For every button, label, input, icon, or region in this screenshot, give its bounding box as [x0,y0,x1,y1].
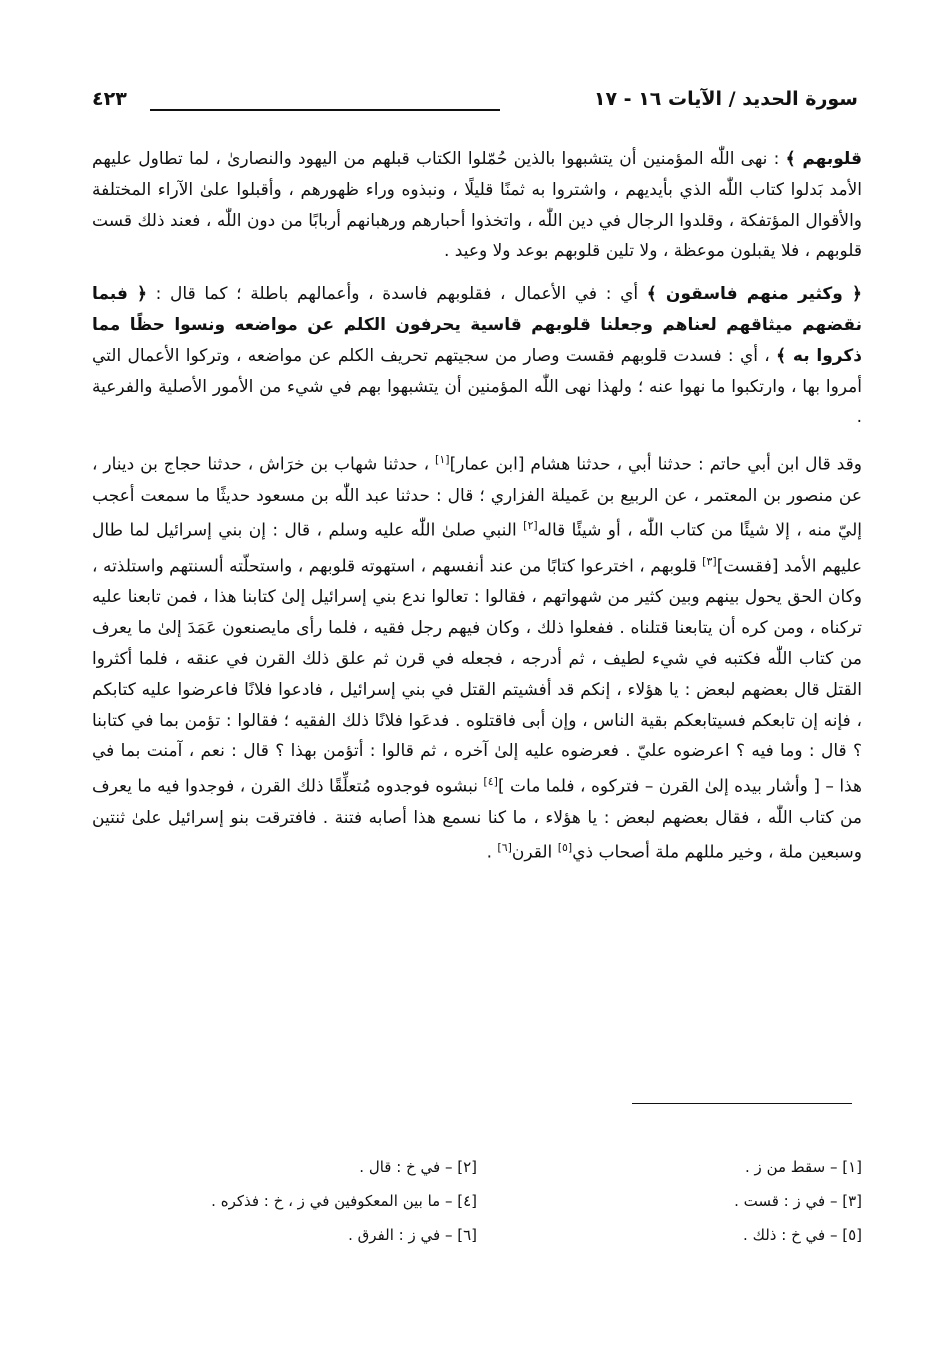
footnote-ref: [١] [435,453,450,467]
footnote-2: [٢] – في خ : قال . [359,1158,477,1176]
footnote-ref: [٤] [483,775,498,789]
quranic-quote: ﴿ وكثير منهم فاسقون ﴾ [646,284,862,305]
text-run: . [486,843,498,864]
footnote-separator [632,1103,852,1104]
text-run: النبي صلىٰ اللّٰه عليه وسلم ، قال : إن بني إسرائيل لما طال عليهم الأمد [فقست] [92,521,862,577]
text-run: وقد قال ابن أبي حاتم : حدثنا أبي ، حدثنا هشام [ابن عمار] [449,454,862,475]
footnote-3: [٣] – في ز : قست . [734,1192,862,1210]
body-text [92,144,862,881]
text-run: ، حدثنا شهاب بن خرَاش ، حدثنا حجاج بن دينار ، عن منصور بن المعتمر ، عن الربيع بن عَميلة الفزاري ؛ قال : حدثنا عبد اللّٰه بن مسعود حديثًا ما سمعت أعجب إليّ منه ، إلا شيئًا من كتاب اللّٰه ، أو شيئًا قاله [92,454,862,542]
footnote-ref: [٥] [557,841,573,855]
text-run: ، أي : فسدت قلوبهم فقست وصار من سجيتهم تحريف الكلم عن مواضعه ، وتركوا الأعمال التي أمروا بها ، وارتكبوا ما نهوا عنه ؛ ولهذا نهى اللّٰه المؤمنين أن يتشبهوا بهم في شيء من الأمور الأصلية والفرعية . [92,345,862,428]
footnote-1: [١] – سقط من ز . [745,1158,862,1176]
page-number: ٤٢٣ [92,88,127,110]
quranic-quote: ﴿ فبما نقضهم ميثاقهم لعناهم وجعلنا قلوبهم قاسية يحرفون الكلم عن مواضعه ونسوا حظًا مما ذكروا به ﴾ [92,284,862,366]
paragraph [92,279,862,433]
paragraph [92,144,862,267]
text-run: قلوبهم ، اخترعوا كتابًا من عند أنفسهم ، استهوته قلوبهم ، واستحلّته ألسنتهم واستلذته ، وكان الحق يحول بينهم وبين كثير من شهواتهم ، فقالوا : تعالوا ندع بني إسرائيل إلىٰ كتابنا هذا ، فمن تابعنا عليه تركناه ، ومن كره أن يتابعنا قتلناه . ففعلوا ذلك ، وكان فيهم رجل فقيه ، فلما رأى مايصنعون عَمَدَ إلىٰ ما يعرف من كتاب اللّٰه فكتبه في شيء لطيف ، ثم أدرجه ، فجعله في قرن ثم علق ذلك القرن في عنقه ، فلما أكثروا القتل قال بعضهم لبعض : يا هؤلاء ، إنكم قد أفشيتم القتل في بني إسرائيل ، فادعوا فلانًا فاعرضوا عليه كتابكم ، فإنه إن تابعكم فسيتابعكم بقية الناس ، وإن أبى فاقتلوه . فدعَوا فلانًا ذلك الفقيه ؛ فقالوا : تؤمن بما في كتابنا ؟ قال : وما فيه ؟ اعرضوه عليّ . فعرضوه عليه إلىٰ آخره ، ثم قالوا : أتؤمن بهذا ؟ قال : نعم ، آمنت بما في هذا – [ وأشار بيده إلىٰ القرن – فتركوه ، فلما مات ] [92,556,862,797]
footnote-4: [٤] – ما بين المعكوفين في ز ، خ : فذكره . [211,1192,477,1210]
text-run: القرن [511,843,558,864]
page [92,0,862,1351]
paragraph [92,445,862,869]
text-run: : نهى اللّٰه المؤمنين أن يتشبهوا بالذين حُمّلوا الكتاب قبلهم من اليهود والنصارىٰ ، لما تطاول عليهم الأمد بَدلوا كتاب اللّٰه الذي بأيديهم ، واشتروا به ثمنًا قليلًا ، ونبذوه وراء ظهورهم ، وأقبلوا علىٰ الآراء المختلفة والأقوال المؤتفكة ، وقلدوا الرجال في دين اللّٰه ، واتخذوا أحبارهم ورهبانهم أربابًا من دون اللّٰه ، فعند ذلك قست قلوبهم ، فلا يقبلون موعظة ، ولا تلين قلوبهم بوعد ولا وعيد . [92,149,862,262]
footnote-ref: [٢] [523,519,538,533]
header-rule [150,109,500,111]
footnotes [92,1150,862,1252]
text-run: نبشوه فوجدوه مُتعلِّقًا ذلك القرن ، فوجدوا فيه ما يعرف من كتاب اللّٰه ، فقال بعضهم لبعض : يا هؤلاء ، ما كنا نسمع هذا أصابه فتنة . فافترقت بنو إسرائيل علىٰ ثنتين وسبعين ملة ، وخير مللهم ملة أصحاب ذي [92,776,862,864]
footnote-6: [٦] – في ز : الفرق . [348,1226,477,1244]
footnote-ref: [٦] [497,841,512,855]
footnote-ref: [٣] [702,554,717,568]
header-title: سورة الحديد / الآيات ١٦ - ١٧ [593,88,858,110]
text-run: أي : في الأعمال ، فقلوبهم فاسدة ، وأعمالهم باطلة ؛ كما قال : [147,284,647,305]
quranic-quote: قلوبهم ﴾ [785,149,863,169]
running-header [92,88,862,122]
footnote-5: [٥] – في خ : ذلك . [743,1226,862,1244]
